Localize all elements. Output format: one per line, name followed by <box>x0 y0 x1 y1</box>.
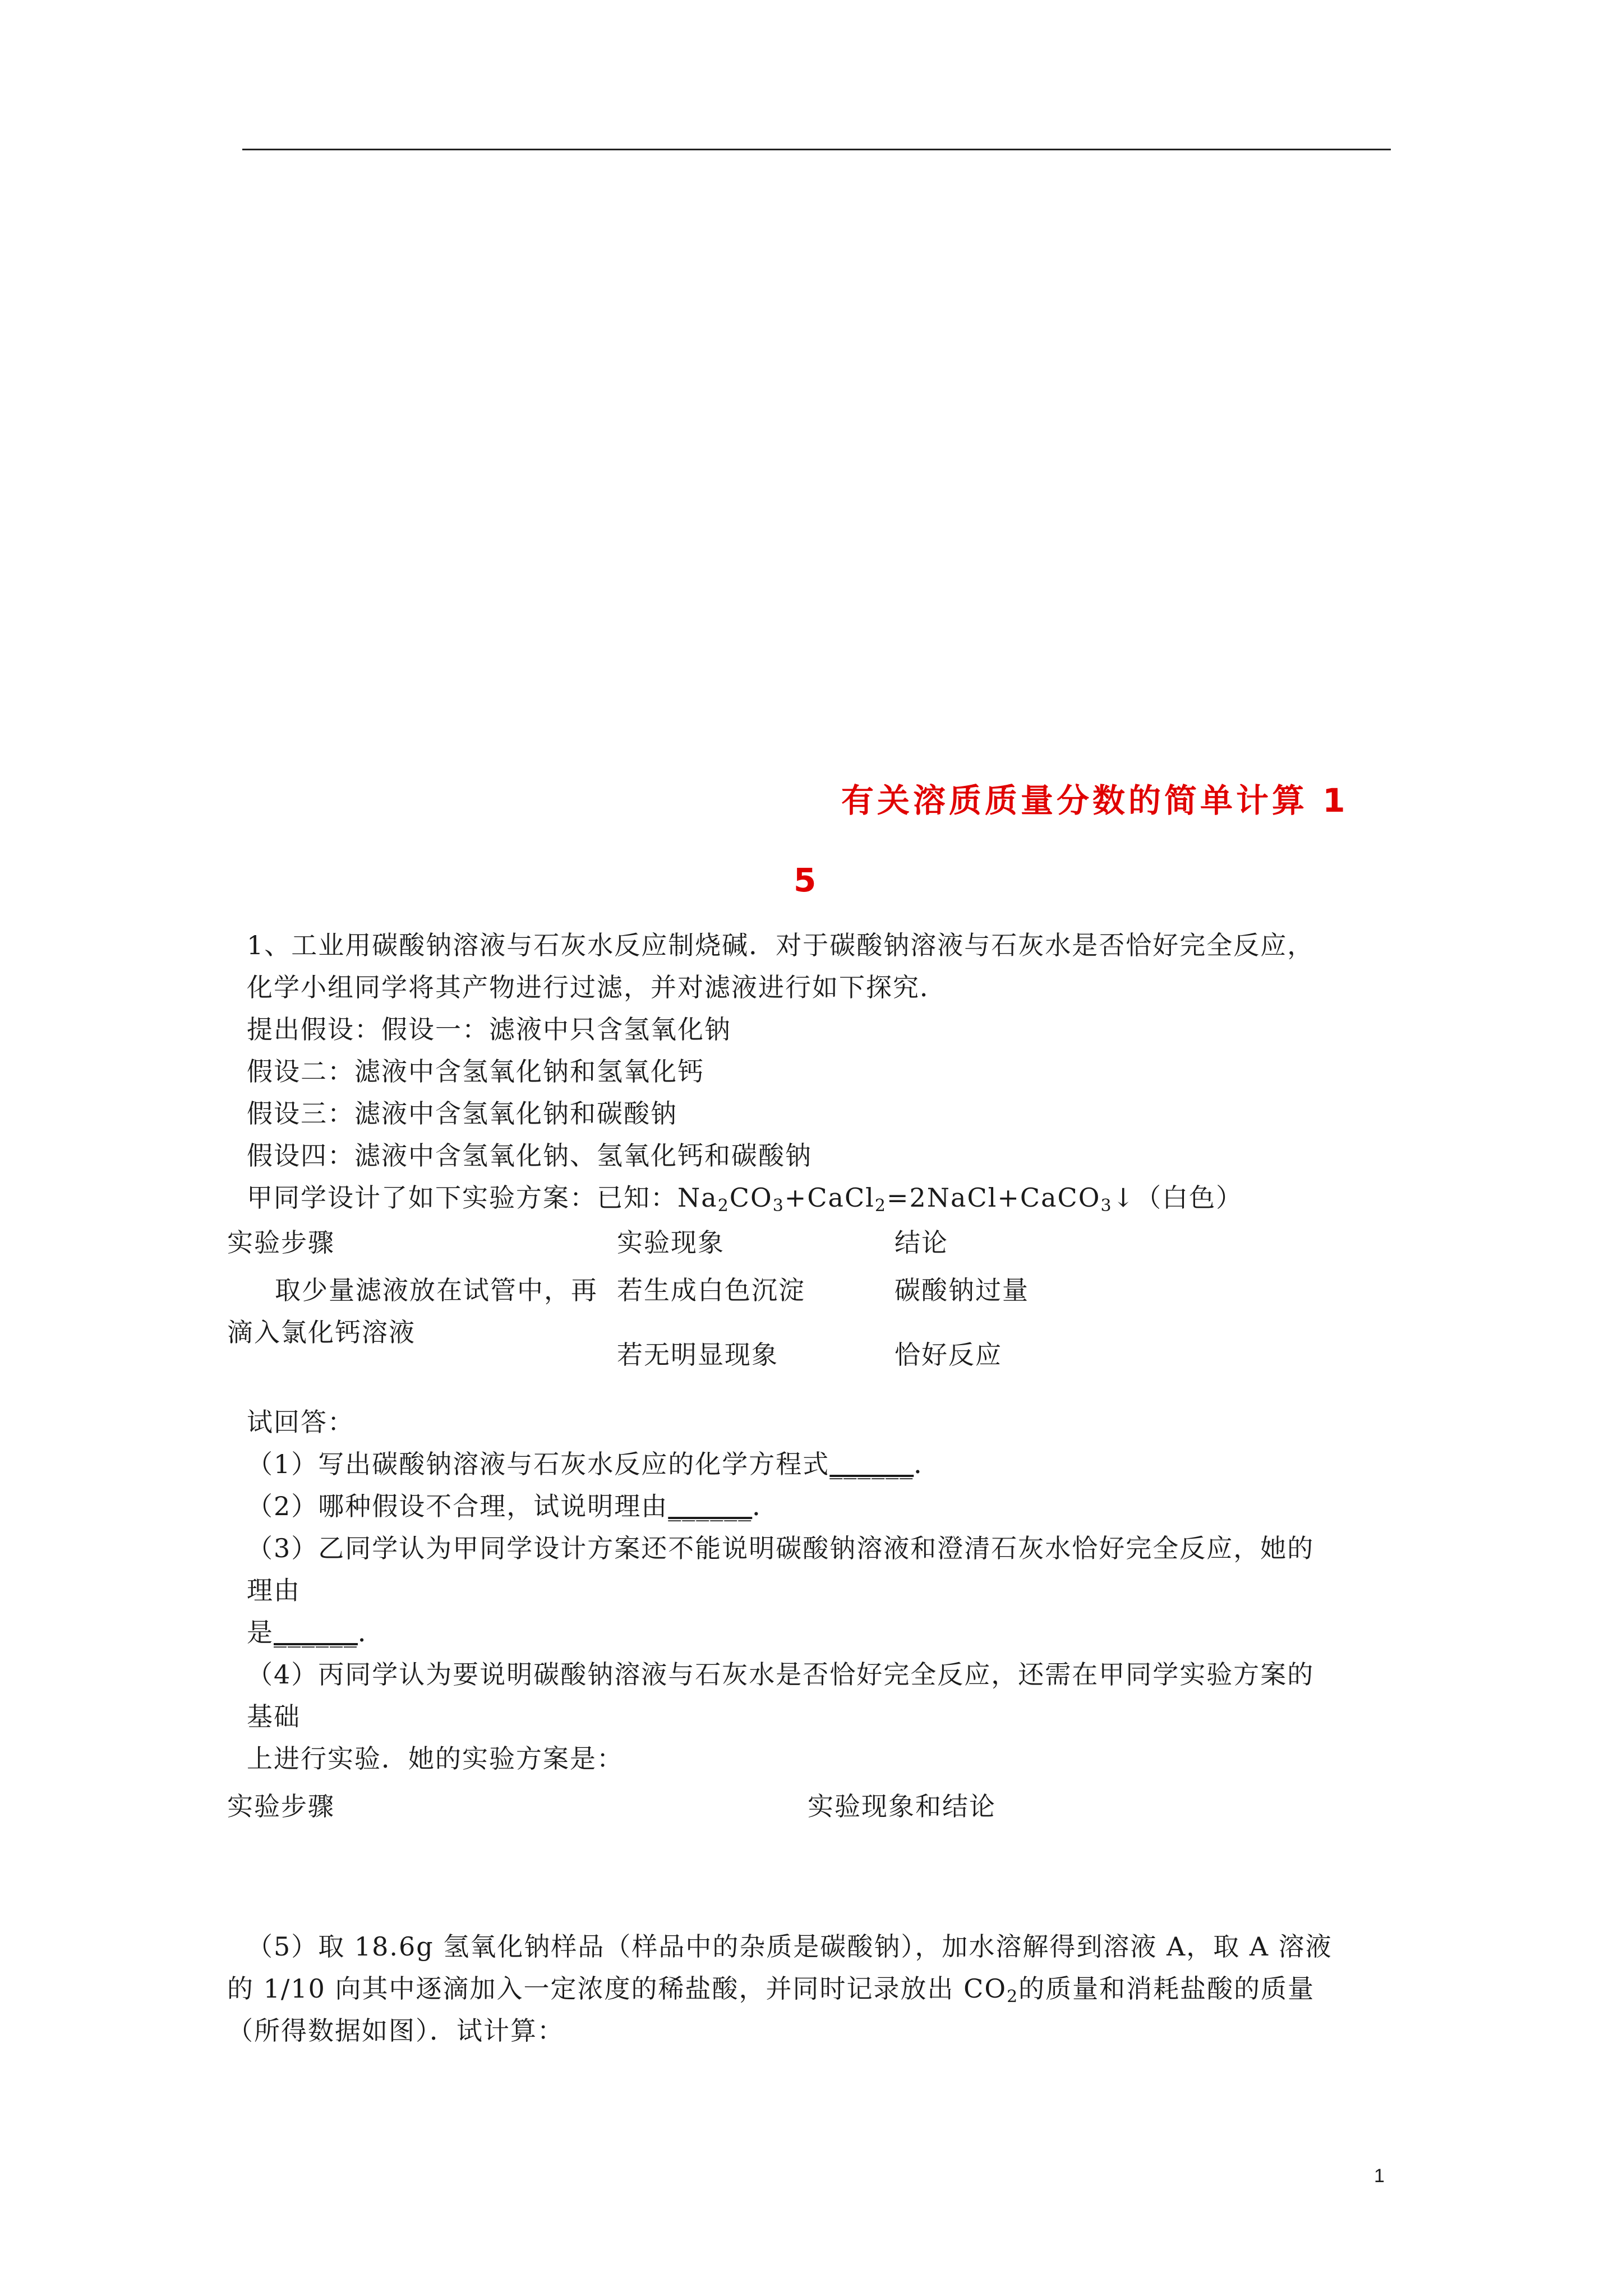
question-2-tail: ． <box>752 1491 780 1521</box>
table2-header-steps: 实验步骤 <box>227 1791 335 1821</box>
question-1-text: （1）写出碳酸钠溶液与石灰水反应的化学方程式 <box>247 1449 830 1479</box>
question-3-line2: 理由 <box>247 1575 301 1605</box>
answer-blank-1[interactable]: ______ <box>829 1449 914 1479</box>
q1-intro-line1: 1、工业用碳酸钠溶液与石灰水反应制烧碱．对于碳酸钠溶液与石灰水是否恰好完全反应， <box>247 930 1315 960</box>
question-3-line1: （3）乙同学认为甲同学设计方案还不能说明碳酸钠溶液和澄清石灰水恰好完全反应，她的 <box>247 1533 1315 1563</box>
question-4-line1: （4）丙同学认为要说明碳酸钠溶液与石灰水是否恰好完全反应，还需在甲同学实验方案的 <box>247 1659 1315 1690</box>
answer-blank-3[interactable]: ______ <box>274 1617 358 1648</box>
question-1-tail: ． <box>914 1449 941 1479</box>
question-1 <box>247 1447 940 1481</box>
hypothesis-1: 提出假设：假设一：滤液中只含氢氧化钠 <box>247 1014 731 1045</box>
question-2 <box>247 1489 779 1523</box>
plan-suffix: （白色） <box>1135 1182 1243 1213</box>
header-rule <box>242 149 1391 150</box>
question-3-line3 <box>247 1616 385 1649</box>
question-5-line2-b: 的质量和消耗盐酸的质量 <box>1018 1973 1315 2004</box>
table1-conclusion-2: 恰好反应 <box>895 1340 1002 1370</box>
plan-equation-line <box>247 1181 1243 1223</box>
question-3-tail: ． <box>358 1617 385 1648</box>
plan-sub-3: 2 <box>874 1196 887 1216</box>
page-number: 1 <box>1374 2165 1385 2187</box>
question-2-text: （2）哪种假设不合理，试说明理由 <box>247 1491 668 1521</box>
table1-header-conclusion: 结论 <box>895 1227 948 1258</box>
question-4-line2: 基础 <box>247 1701 301 1732</box>
question-5-line1: （5）取 18.6g 氢氧化钠样品（样品中的杂质是碳酸钠），加水溶解得到溶液 A，取 A 溶液 <box>247 1931 1332 1962</box>
hypothesis-2: 假设二：滤液中含氢氧化钠和氢氧化钙 <box>247 1056 704 1087</box>
table1-conclusion-1: 碳酸钠过量 <box>895 1275 1029 1305</box>
question-5-sub: 2 <box>1007 1987 1019 2007</box>
document-title: 有关溶质质量分数的简单计算 1 <box>841 781 1349 820</box>
plan-sub-1: 2 <box>717 1196 730 1216</box>
plan-sub-4: 3 <box>1100 1196 1113 1216</box>
hypothesis-4: 假设四：滤液中含氢氧化钠、氢氧化钙和碳酸钠 <box>247 1140 812 1171</box>
q1-intro-line2: 化学小组同学将其产物进行过滤，并对滤液进行如下探究． <box>247 972 947 1002</box>
table2-header-observation-conclusion: 实验现象和结论 <box>808 1791 996 1821</box>
plan-sub-2: 3 <box>772 1196 785 1216</box>
table1-header-steps: 实验步骤 <box>227 1227 335 1258</box>
plan-mid-1: CO <box>729 1182 773 1213</box>
table1-header-observation: 实验现象 <box>617 1227 725 1258</box>
question-5-line3: （所得数据如图）．试计算： <box>227 2016 564 2046</box>
plan-prefix: 甲同学设计了如下实验方案：已知：Na <box>247 1182 718 1213</box>
document-title-continuation: 5 <box>794 861 820 899</box>
hypothesis-3: 假设三：滤液中含氢氧化钠和碳酸钠 <box>247 1098 677 1129</box>
plan-mid-3: =2NaCl+CaCO <box>886 1182 1101 1213</box>
answer-label: 试回答： <box>247 1407 354 1437</box>
question-5-line2 <box>227 1972 1315 2014</box>
table1-observation-1: 若生成白色沉淀 <box>617 1275 805 1305</box>
question-4-line3: 上进行实验．她的实验方案是： <box>247 1743 624 1774</box>
plan-mid-2: +CaCl <box>784 1182 875 1213</box>
table1-observation-2: 若无明显现象 <box>617 1340 778 1370</box>
table1-step-line1: 取少量滤液放在试管中，再 <box>275 1275 598 1305</box>
question-3-text: 是 <box>247 1617 274 1648</box>
question-5-line2-a: 的 1/10 向其中逐滴加入一定浓度的稀盐酸，并同时记录放出 CO <box>227 1973 1007 2004</box>
precipitate-arrow: ↓ <box>1112 1182 1136 1213</box>
answer-blank-2[interactable]: ______ <box>668 1491 753 1521</box>
table1-step-line2: 滴入氯化钙溶液 <box>227 1317 416 1347</box>
